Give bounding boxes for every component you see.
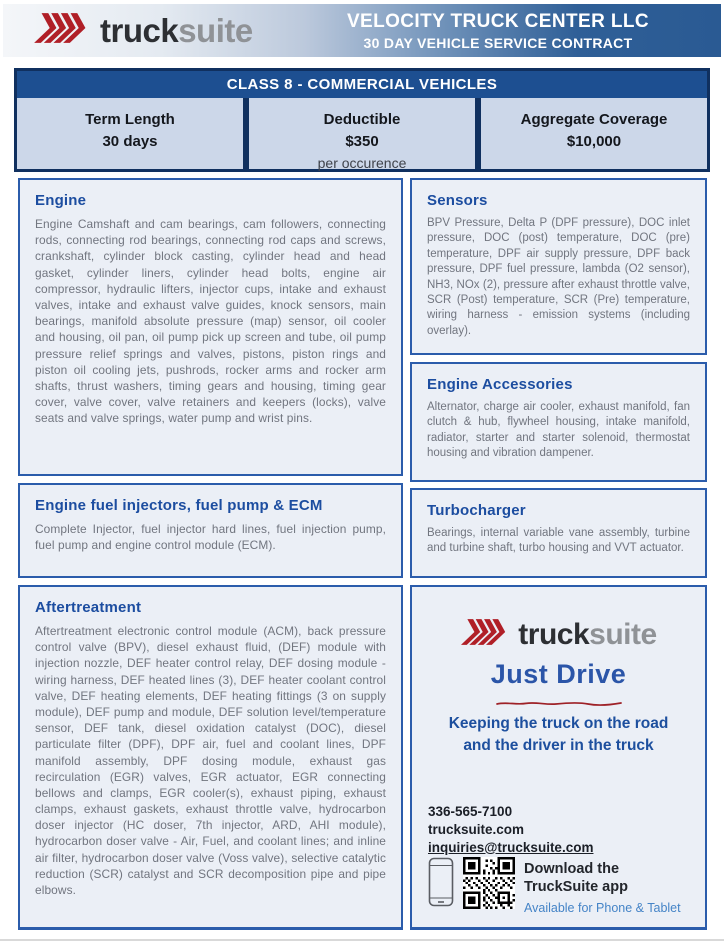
contract-subtitle: 30 DAY VEHICLE SERVICE CONTRACT xyxy=(363,34,633,51)
chevrons-icon xyxy=(33,8,91,53)
contact-block xyxy=(428,803,593,856)
promo-message-line2: and the driver in the truck xyxy=(463,737,654,755)
aggregate-coverage-label: Aggregate Coverage xyxy=(520,111,668,128)
promo-wordmark-suite: suite xyxy=(589,617,657,651)
deductible-label: Deductible xyxy=(323,111,401,128)
section-sensors xyxy=(410,178,707,355)
deductible-note: per occurence xyxy=(317,154,407,171)
contact-email-link[interactable]: inquiries@trucksuite.com xyxy=(428,839,594,855)
term-length-value: 30 days xyxy=(102,132,158,150)
app-download-text xyxy=(524,857,681,915)
chevrons-icon xyxy=(460,615,510,654)
section-engine-accessories-title: Engine Accessories xyxy=(427,376,573,393)
deductible-value: $350 xyxy=(345,132,379,150)
aggregate-coverage-cell xyxy=(481,98,707,169)
app-download-row xyxy=(428,857,681,915)
section-aftertreatment-body: Aftertreatment electronic control module (ACM), back pressure control valve (BPV), diesel exhaust fluid, (DEF) module with injection nozzle, DEF heater control relay, DEF dosing module - wiring harness, DEF heated lines (3), DEF heater coolant control valve, DEF heating elements, DEF heating fittings (3 on supply module), DEF pump and module, DEF solution level/temperature sensor, DEF tank, diesel oxidation catalyst (DOC), diesel particulate filter (DPF), DPF air, fuel and coolant lines, DPF manifold assembly, DPF dosing module, exhaust gas recirculation (EGR) valves, EGR actuator, EGR connecting bellows and clamps, EGR cooler(s), exhaust piping, exhaust clamps, exhaust gaskets, exhaust throttle valve, hydrocarbon doser injector (HC doser, 7th injector, ARD, AHI module), hydrocarbon doser valve - Air, Fuel, and coolant lines; and inline air filter, hydrocarbon doser valve (Voss valve), selective catalytic reduction (SCR) catalyst and SCR decomposition pipe and pipe elbows. xyxy=(35,624,386,897)
section-turbocharger xyxy=(410,488,707,578)
section-fuel-injectors-body: Complete Injector, fuel injector hard lines, fuel injection pump, fuel pump and engine control module (ECM). xyxy=(35,522,386,553)
section-engine-accessories-body: Alternator, charge air cooler, exhaust manifold, fan clutch & hub, flywheel housing, intake manifold, radiator, starter and starter solenoid, thermostat housing and vibration dampener. xyxy=(427,401,690,460)
section-turbocharger-body: Bearings, internal variable vane assembly, turbine and turbine shaft, turbo housing and VVT actuator. xyxy=(427,527,690,555)
deductible-cell xyxy=(249,98,475,169)
phone-outline-icon xyxy=(428,857,454,912)
page-header xyxy=(3,4,721,57)
promo-wordmark-truck: truck xyxy=(518,617,590,651)
section-fuel-injectors-title: Engine fuel injectors, fuel pump & ECM xyxy=(35,497,323,514)
header-titles xyxy=(333,11,663,51)
company-name: VELOCITY TRUCK CENTER LLC xyxy=(346,10,650,32)
promo-message-line1: Keeping the truck on the road xyxy=(448,715,669,732)
term-length-cell xyxy=(17,98,243,169)
contact-website: trucksuite.com xyxy=(428,821,525,837)
promo-wordmark xyxy=(518,617,657,651)
download-line1: Download the xyxy=(524,861,620,877)
section-aftertreatment-title: Aftertreatment xyxy=(35,599,142,616)
class-banner: CLASS 8 - COMMERCIAL VEHICLES xyxy=(17,71,707,98)
brand-wordmark-truck: truck xyxy=(100,12,179,49)
download-line2: TruckSuite app xyxy=(524,878,628,895)
aggregate-coverage-value: $10,000 xyxy=(566,132,622,150)
promo-message xyxy=(412,713,705,758)
section-engine-body: Engine Camshaft and cam bearings, cam followers, connecting rods, connecting rod bearings, connecting rod caps and screws, crankshaft, cylinder block casting, cylinder head and head gasket, cylinder liners, cylinder head bolts, engine air compressor, hydraulic lifters, injector cups, intake and exhaust valves, intake and exhaust valve guides, knock sensors, main bearings, manifold absolute pressure (map) sensor, oil cooler and housing, oil pan, oil pump pick up screen and tube, oil pump pressure relief springs and valves, pistons, piston rings and piston oil cooling jets, pushrods, rocker arms and rocker arm shafts, thrust washers, timing gears and housing, timing gear cover, valve cover, valve retainers and keepers (locks), valve seats and valve springs, water pump and wrist pins. xyxy=(35,217,386,426)
section-sensors-title: Sensors xyxy=(427,192,488,209)
promo-brand-logo xyxy=(412,615,705,654)
section-engine-accessories xyxy=(410,362,707,482)
section-sensors-body: BPV Pressure, Delta P (DPF pressure), DOC inlet pressure, DOC (post) temperature, DOC (pre) temperature, DPF air supply pressure, DPF back pressure, DPF fuel pressure, lambda (O2 sensor), NH3, NOx (2), pressure after exhaust throttle valve, SCR (Post) temperature, SCR (Pre) temperature, wiring harness - emission systems (including overlay). xyxy=(427,217,690,337)
section-engine-title: Engine xyxy=(35,192,87,209)
section-fuel-injectors xyxy=(18,483,403,578)
coverage-table xyxy=(14,68,710,172)
promo-panel xyxy=(410,585,707,930)
section-engine xyxy=(18,178,403,476)
availability-note: Available for Phone & Tablet xyxy=(524,901,681,916)
section-turbocharger-title: Turbocharger xyxy=(427,502,526,519)
qr-code xyxy=(463,857,515,914)
contact-phone: 336-565-7100 xyxy=(428,804,513,819)
tagline-underline-stroke xyxy=(412,695,705,713)
tagline: Just Drive xyxy=(490,659,627,689)
brand-wordmark xyxy=(100,14,253,47)
brand-wordmark-suite: suite xyxy=(178,12,253,49)
brand-logo xyxy=(33,8,253,53)
coverage-row xyxy=(17,98,707,169)
term-length-label: Term Length xyxy=(85,111,175,128)
section-aftertreatment xyxy=(18,585,403,930)
